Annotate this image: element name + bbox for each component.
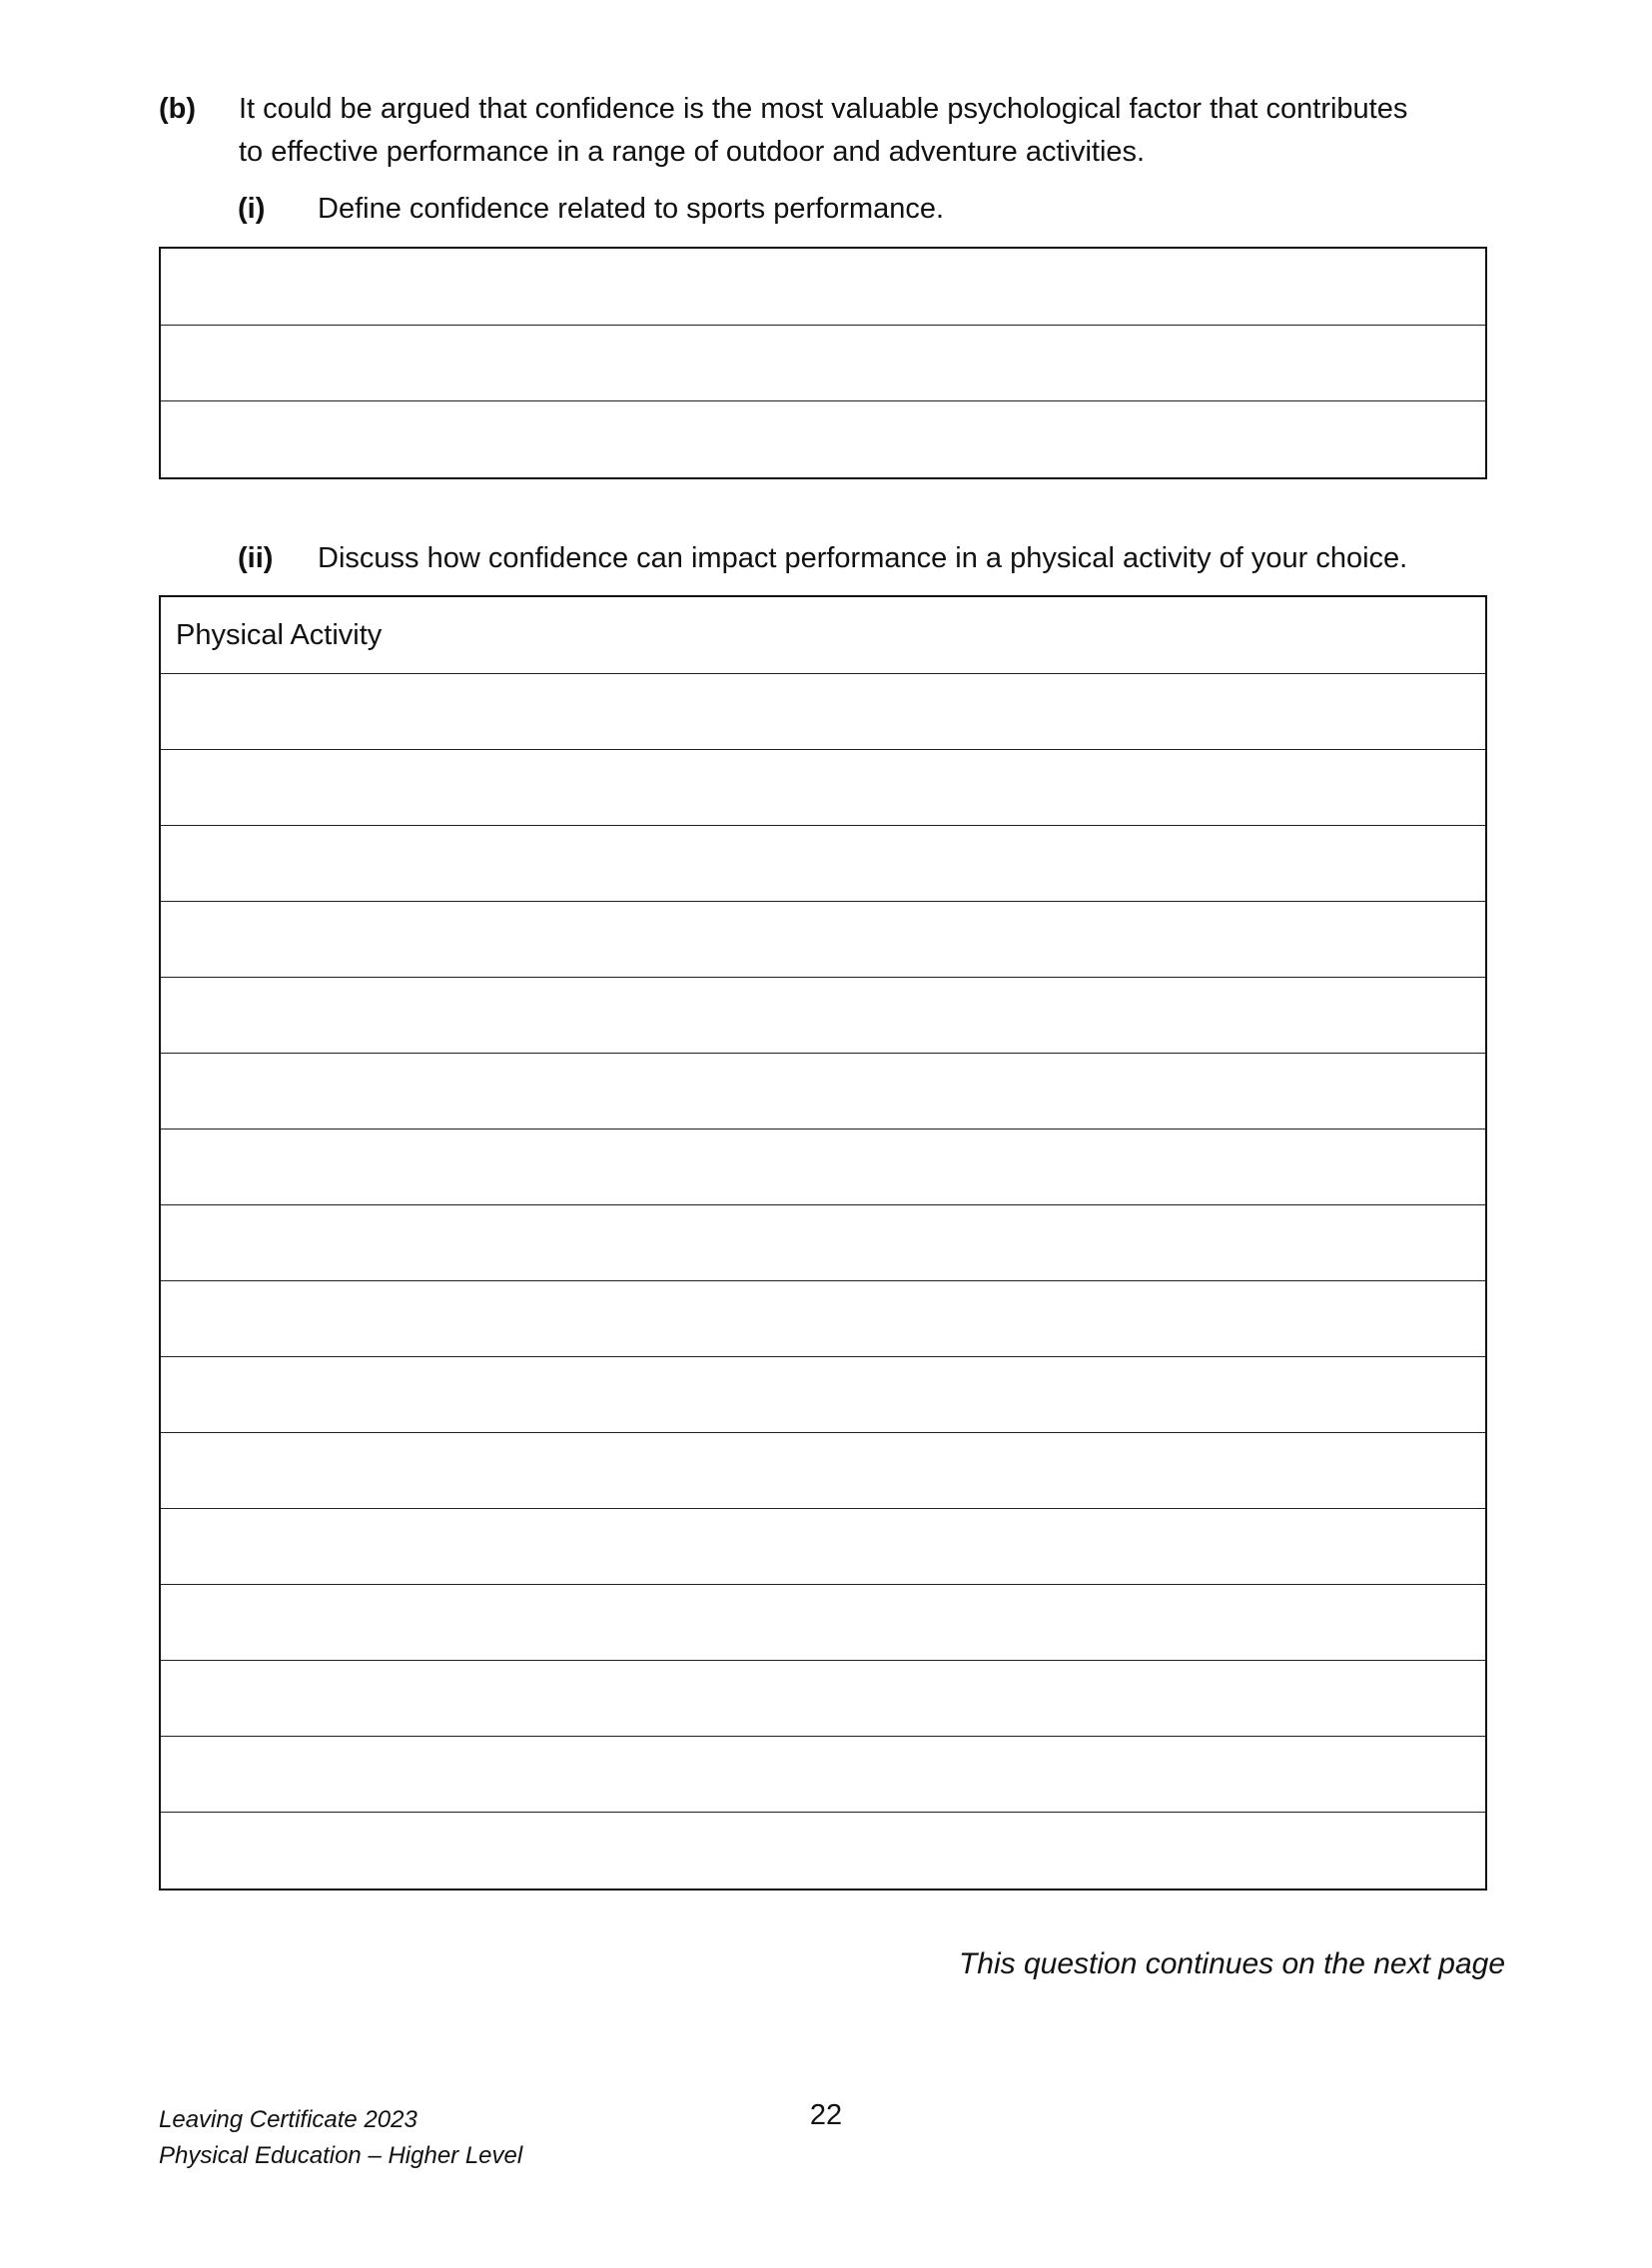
answer-line[interactable] — [161, 1280, 1485, 1356]
part-i-label: (i) — [238, 193, 266, 225]
answer-line[interactable] — [161, 1660, 1485, 1736]
answer-line[interactable] — [161, 673, 1485, 749]
answer-line[interactable] — [161, 1736, 1485, 1812]
question-b-text-line-1: It could be argued that confidence is the most valuable psychological factor that contributes — [239, 93, 1408, 125]
answer-line[interactable] — [161, 1356, 1485, 1432]
footer-exam: Leaving Certificate 2023 — [159, 2106, 417, 2133]
answer-line[interactable] — [161, 1812, 1485, 1888]
question-b — [159, 88, 1517, 174]
answer-line[interactable] — [161, 977, 1485, 1053]
part-ii-label: (ii) — [238, 542, 274, 574]
physical-activity-label: Physical Activity — [176, 619, 383, 651]
question-b-i — [238, 189, 944, 229]
answer-line[interactable] — [161, 901, 1485, 977]
question-b-label: (b) — [159, 93, 197, 125]
answer-box-part-ii[interactable] — [159, 595, 1487, 1890]
answer-line[interactable] — [161, 825, 1485, 901]
question-b-text-line-2: to effective performance in a range of outdoor and adventure activities. — [239, 136, 1146, 168]
answer-box-part-i[interactable] — [159, 247, 1487, 479]
answer-line[interactable] — [161, 1204, 1485, 1280]
answer-line[interactable] — [161, 400, 1485, 476]
answer-line[interactable] — [161, 1053, 1485, 1129]
answer-line[interactable] — [161, 325, 1485, 400]
answer-line[interactable] — [161, 1432, 1485, 1508]
question-b-text — [239, 88, 1517, 174]
answer-line[interactable] — [161, 1508, 1485, 1584]
answer-line[interactable] — [161, 749, 1485, 825]
answer-line[interactable] — [161, 1584, 1485, 1660]
question-b-ii — [238, 538, 1407, 578]
part-i-text: Define confidence related to sports performance. — [318, 193, 945, 225]
part-ii-text: Discuss how confidence can impact performance in a physical activity of your choice. — [318, 542, 1408, 574]
footer-subject: Physical Education – Higher Level — [159, 2142, 523, 2169]
physical-activity-line[interactable] — [161, 597, 1485, 673]
page-number: 22 — [809, 2099, 843, 2131]
answer-line[interactable] — [161, 1129, 1485, 1204]
answer-line[interactable] — [161, 249, 1485, 325]
continues-note: This question continues on the next page — [958, 1947, 1505, 1980]
